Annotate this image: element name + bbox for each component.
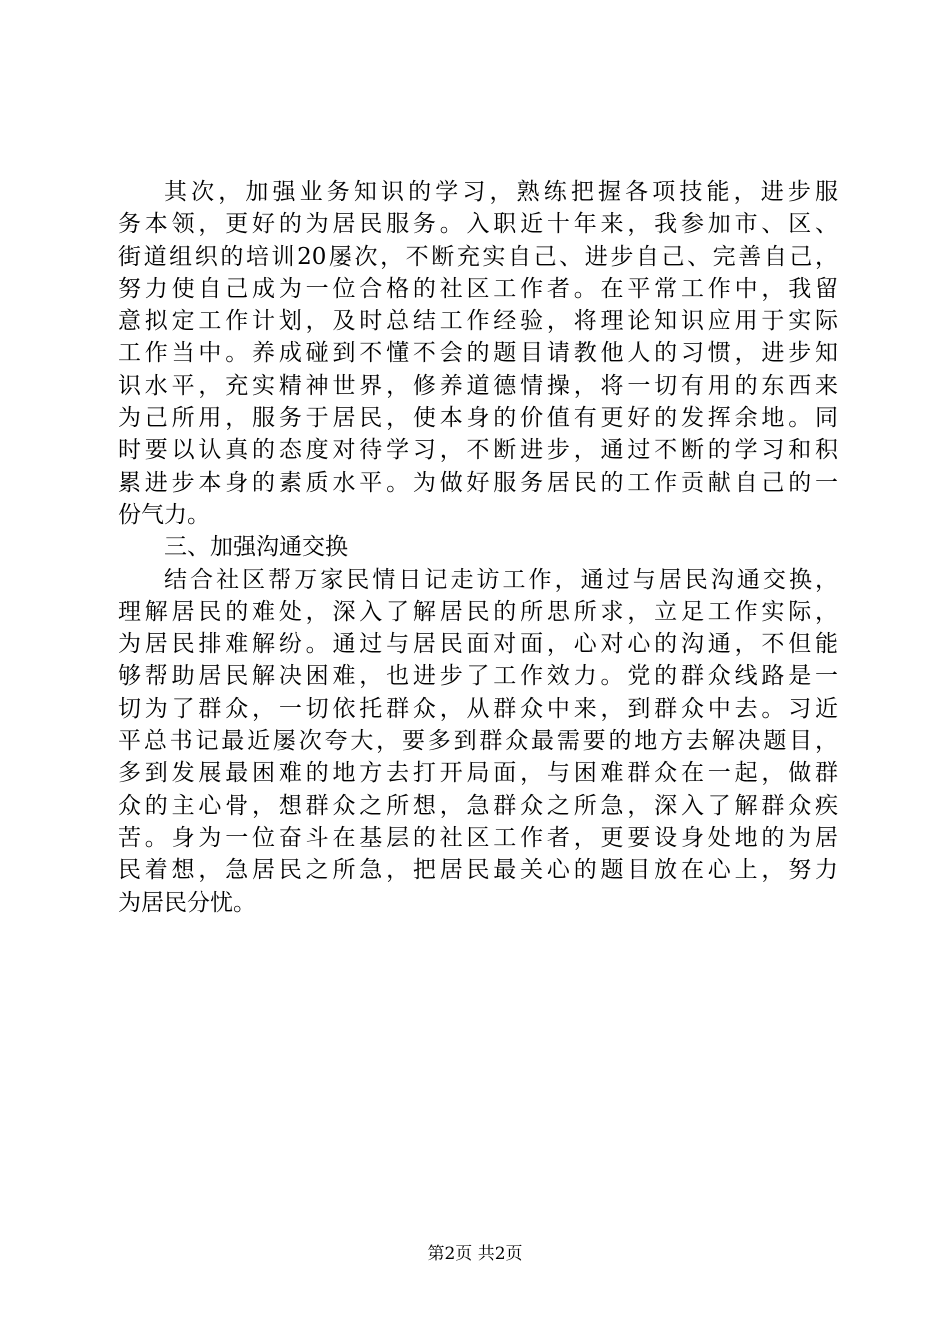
text-line: 苦。身为一位奋斗在基层的社区工作者，更要设身处地的为居 xyxy=(118,824,838,851)
text-line: 街道组织的培训20屡次，不断充实自己、进步自己、完善自己， xyxy=(118,243,838,270)
text-line: 平总书记最近屡次夸大，要多到群众最需要的地方去解决题目， xyxy=(118,728,838,755)
page-footer: 第2页 共2页 xyxy=(427,1244,523,1264)
text-line: 意拟定工作计划，及时总结工作经验，将理论知识应用于实际 xyxy=(118,308,838,335)
text-line: 三、加强沟通交换 xyxy=(164,534,348,561)
text-line: 份气力。 xyxy=(118,501,210,528)
text-line: 民着想，急居民之所急，把居民最关心的题目放在心上，努力 xyxy=(118,857,838,884)
text-line: 努力使自己成为一位合格的社区工作者。在平常工作中，我留 xyxy=(118,275,838,302)
text-line: 够帮助居民解决困难，也进步了工作效力。党的群众线路是一 xyxy=(118,663,838,690)
text-line: 为己所用，服务于居民，使本身的价值有更好的发挥余地。同 xyxy=(118,405,838,432)
text-line: 为居民分忧。 xyxy=(118,889,256,916)
text-line: 切为了群众，一切依托群众，从群众中来，到群众中去。习近 xyxy=(118,695,838,722)
text-line: 理解居民的难处，深入了解居民的所思所求，立足工作实际， xyxy=(118,598,838,625)
text-line: 为居民排难解纷。通过与居民面对面，心对心的沟通，不但能 xyxy=(118,631,838,658)
document-body xyxy=(118,176,838,919)
text-line: 工作当中。养成碰到不懂不会的题目请教他人的习惯，进步知 xyxy=(118,340,838,367)
text-line: 结合社区帮万家民情日记走访工作，通过与居民沟通交换， xyxy=(164,566,838,593)
text-line: 识水平，充实精神世界，修养道德情操，将一切有用的东西来 xyxy=(118,372,838,399)
text-line: 时要以认真的态度对待学习，不断进步，通过不断的学习和积 xyxy=(118,437,838,464)
text-line: 累进步本身的素质水平。为做好服务居民的工作贡献自己的一 xyxy=(118,469,838,496)
text-line: 务本领，更好的为居民服务。入职近十年来，我参加市、区、 xyxy=(118,211,838,238)
text-line: 众的主心骨，想群众之所想，急群众之所急，深入了解群众疾 xyxy=(118,792,838,819)
text-line: 其次，加强业务知识的学习，熟练把握各项技能，进步服 xyxy=(164,179,838,205)
text-line: 多到发展最困难的地方去打开局面，与困难群众在一起，做群 xyxy=(118,760,838,787)
